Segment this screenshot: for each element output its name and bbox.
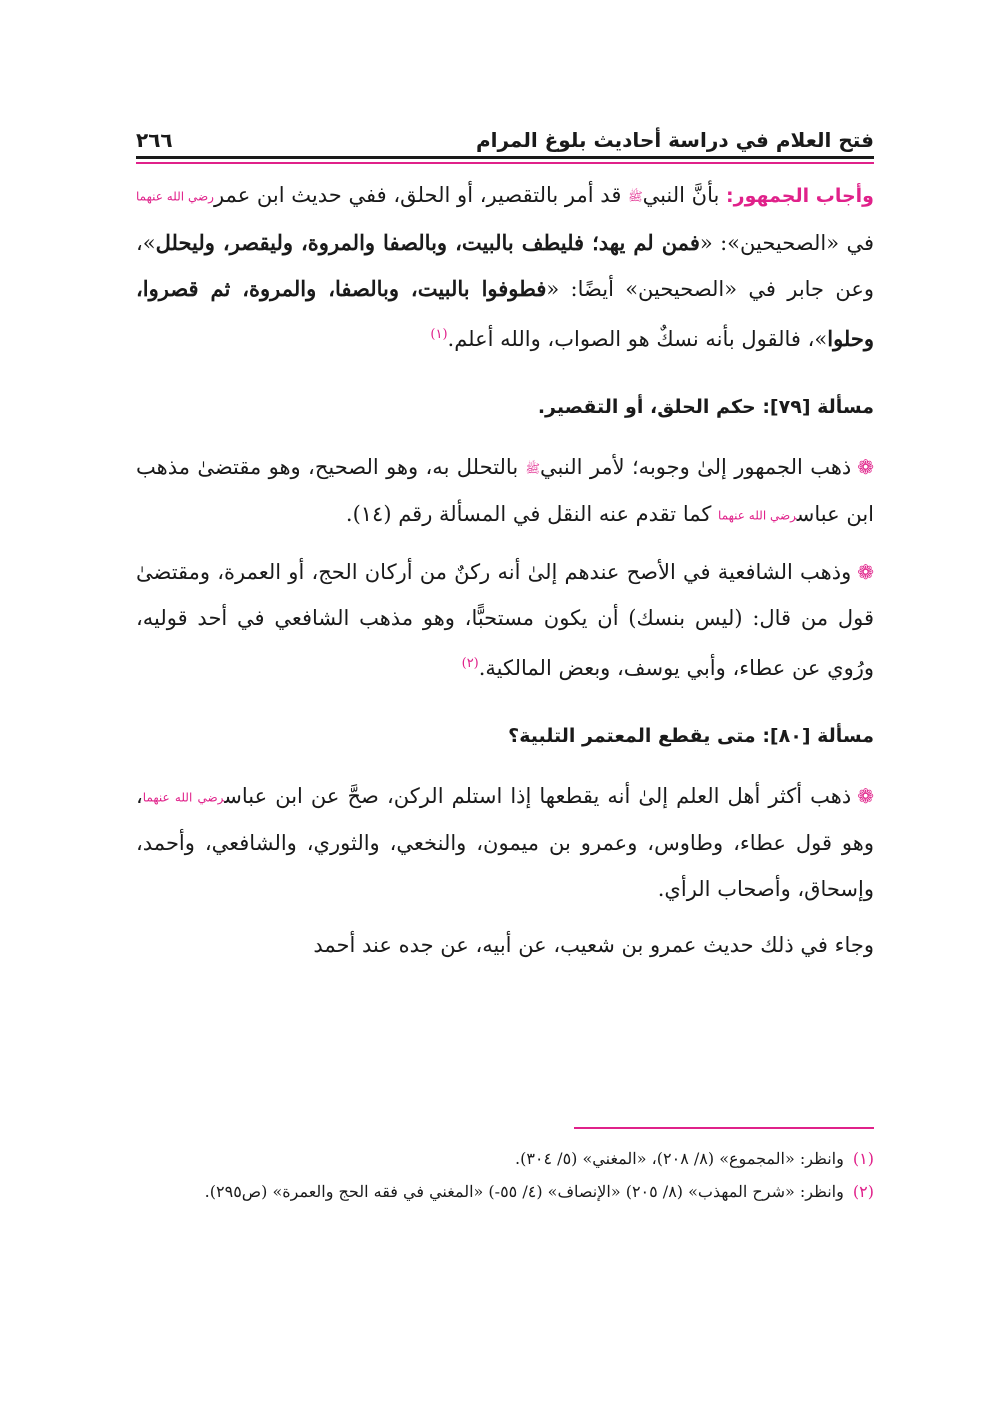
footnote-number: (١): [852, 1149, 874, 1168]
masala-title: متى يقطع المعتمر التلبية؟: [508, 724, 763, 747]
flower-icon: ❁: [857, 559, 874, 584]
footnote-marker[interactable]: (١): [430, 326, 448, 342]
masala-79-heading: [136, 384, 874, 430]
book-page: [136, 112, 874, 1312]
flower-icon: ❁: [857, 454, 875, 479]
header-rule-pink: [136, 162, 874, 164]
masala-title: حكم الحلق، أو التقصير.: [537, 395, 763, 418]
page-body: [136, 172, 874, 968]
book-title: فتح العلام في دراسة أحاديث بلوغ المرام: [475, 128, 874, 152]
honorific-radiallah: رضي الله عنهما: [718, 508, 797, 523]
text: في «الصحيحين»: «: [699, 230, 874, 255]
masala-label: مسألة [٨٠]:: [762, 724, 874, 747]
footnote-number: (٢): [852, 1182, 874, 1201]
footnote-separator: [574, 1127, 874, 1129]
footnote-text: وانظر: «شرح المهذب» (٨/ ٢٠٥) «الإنصاف» (٤/ ٥٥-) «المغني في فقه الحج والعمرة» (ص٢٩٥).: [204, 1182, 849, 1201]
paragraph-jumhur-view: [136, 444, 874, 539]
text: وذهب الشافعية في الأصح عندهم إلىٰ أنه ركنٌ من أركان الحج، أو العمرة، ومقتضىٰ قول من قال: (ليس بنسك) أن يكون مستحبًّا، وهو مذهب الشافعي في أحد قوليه، ورُوي عن عطاء، وأبي يوسف، وبعض المالكية.: [136, 559, 874, 680]
honorific-radiallah: رضي الله عنهما: [136, 189, 214, 204]
flower-icon: ❁: [857, 783, 874, 808]
page-number: ٢٦٦: [136, 128, 173, 152]
text: ، وهو قول عطاء، وطاوس، وعمرو بن ميمون، والنخعي، والثوري، والشافعي، وأحمد، وإسحاق، وأصحاب الرأي.: [136, 783, 874, 901]
paragraph-jumhur-answer: [136, 172, 874, 362]
text: بالتحلل به، وهو الصحيح، وهو مقتضىٰ مذهب ابن عباس: [136, 454, 874, 526]
header-rule-black: [136, 156, 874, 159]
masala-80-heading: [136, 713, 874, 759]
text: قد أمر بالتقصير، أو الحلق، ففي حديث ابن عمر: [213, 183, 629, 207]
text: ذهب أكثر أهل العلم إلىٰ أنه يقطعها إذا استلم الركن، صحَّ عن ابن عباس: [224, 783, 852, 808]
footnote-text: وانظر: «المجموع» (٨/ ٢٠٨)، «المغني» (٥/ ٣٠٤).: [514, 1149, 849, 1168]
hadith-quote: فمن لم يهد؛ فليطف بالبيت، وبالصفا والمروة، وليقصر، وليحلل: [155, 229, 700, 255]
honorific-salawat: ﷺ: [628, 189, 643, 204]
footnote-2: [136, 1175, 874, 1208]
honorific-radiallah: رضي الله عنهما: [142, 790, 225, 804]
paragraph-hadith-amr: [136, 922, 874, 968]
footnote-marker[interactable]: (٢): [461, 655, 479, 671]
hadith-quote: فطوفوا بالبيت، وبالصفا، والمروة، ثم قصروا، وحلوا: [136, 275, 874, 351]
text: »، فالقول بأنه نسكٌ هو الصواب، والله أعلم.: [447, 326, 828, 351]
text: وجاء في ذلك حديث عمرو بن شعيب، عن أبيه، عن جده عند أحمد: [313, 933, 874, 957]
text: بأنَّ النبي: [642, 183, 727, 207]
running-header: [136, 112, 874, 152]
footnote-1: [136, 1142, 874, 1175]
masala-label: مسألة [٧٩]:: [762, 395, 874, 418]
lead-term: وأجاب الجمهور:: [726, 185, 874, 207]
text: كما تقدم عنه النقل في المسألة رقم (١٤).: [345, 502, 719, 526]
paragraph-talbiya-view: [136, 773, 874, 913]
text: »، وعن جابر في «الصحيحين» أيضًا: «: [136, 230, 874, 301]
footnotes: [136, 1142, 874, 1208]
honorific-salawat: ﷺ: [525, 461, 541, 475]
paragraph-shafii-view: [136, 549, 874, 691]
text: ذهب الجمهور إلىٰ وجوبه؛ لأمر النبي: [540, 454, 852, 479]
